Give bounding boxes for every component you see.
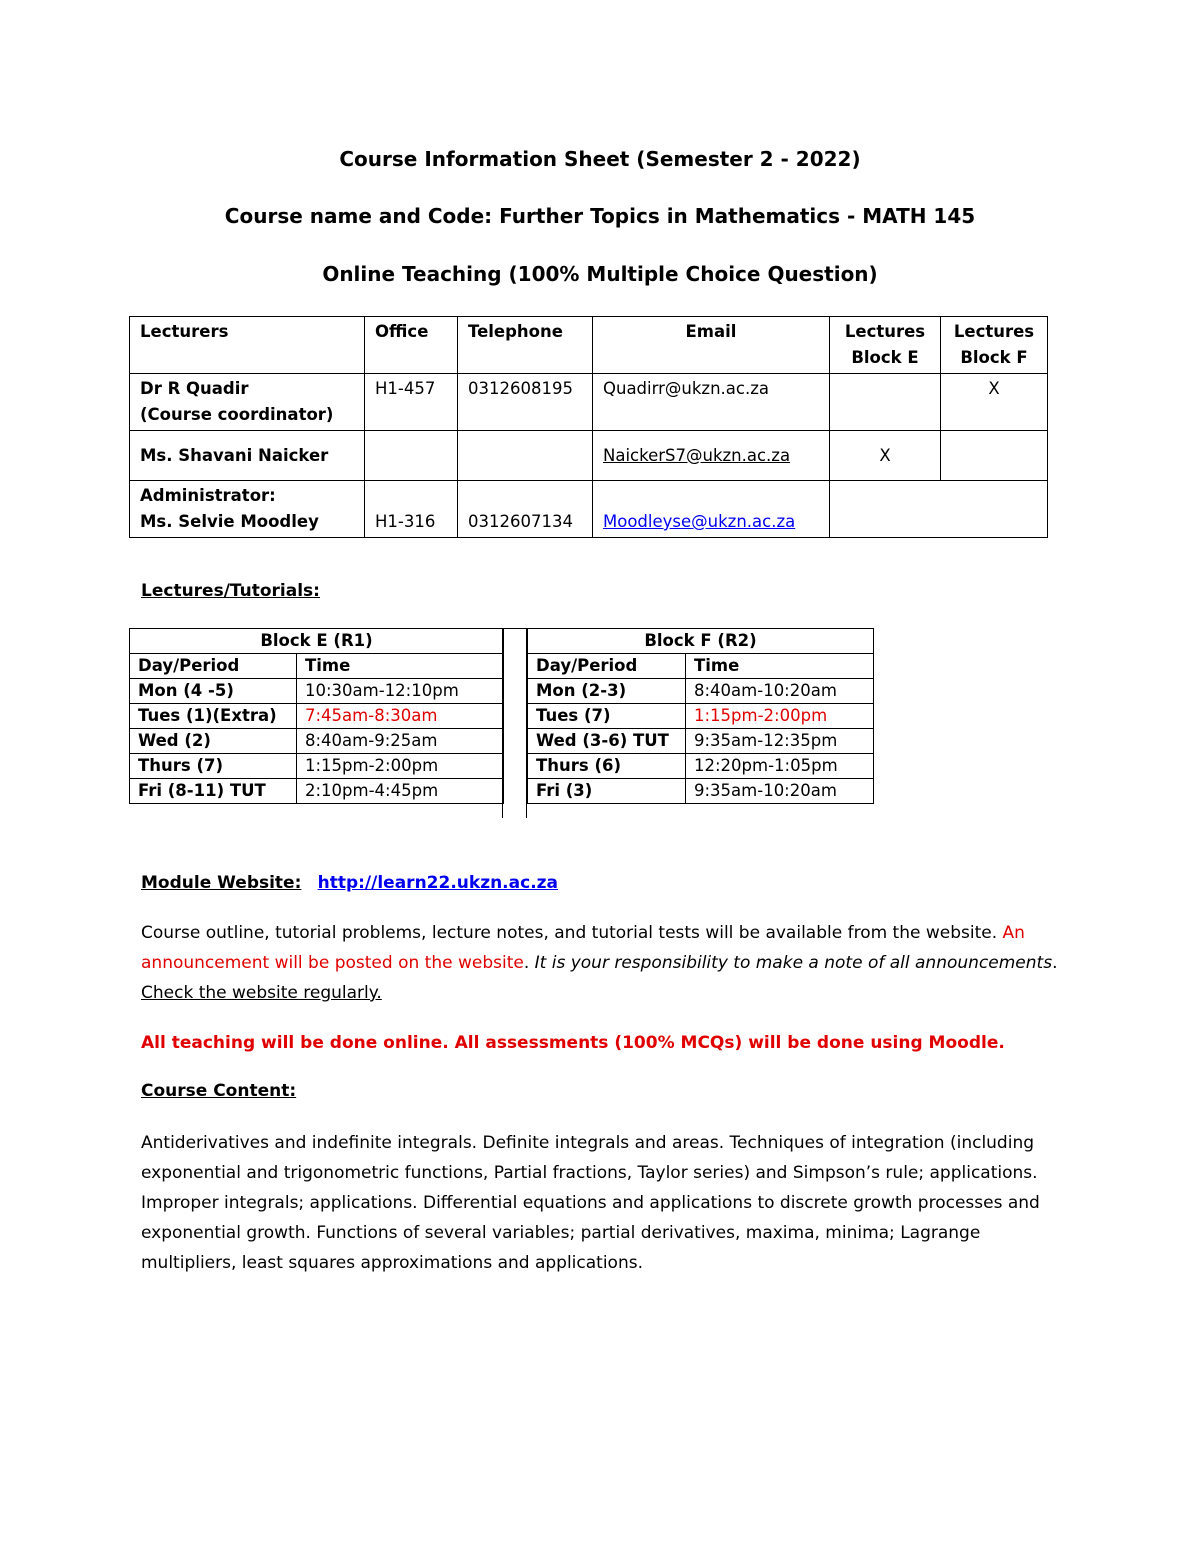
table-row xyxy=(528,754,874,779)
module-website-line xyxy=(141,868,1061,898)
header-block-e-line2: Block E xyxy=(851,348,919,367)
time-slot: 7:45am-8:30am xyxy=(297,704,504,729)
check-website-text: Check the website regularly. xyxy=(141,983,382,1003)
blocks-empty-cell xyxy=(830,481,1048,538)
lecturers-table-header xyxy=(130,317,1048,374)
telephone-cell xyxy=(458,431,593,481)
info-period-2: . xyxy=(1052,953,1058,973)
telephone-cell: 0312608195 xyxy=(458,374,593,431)
info-text: Course outline, tutorial problems, lecture notes, and tutorial tests will be available from the website. xyxy=(141,923,1003,943)
office-cell: H1-457 xyxy=(365,374,458,431)
header-telephone: Telephone xyxy=(458,317,593,374)
block-e-mark: X xyxy=(830,431,941,481)
block-f-col-time: Time xyxy=(686,654,874,679)
table-row xyxy=(130,779,504,804)
header-block-f-line1: Lectures xyxy=(953,322,1035,341)
announcement-text: An announcement will be posted on the website xyxy=(141,923,1025,973)
day-period: Wed (2) xyxy=(130,729,297,754)
block-e-title: Block E (R1) xyxy=(130,629,504,654)
timetable-divider xyxy=(502,628,527,818)
telephone-cell: 0312607134 xyxy=(458,481,593,538)
table-row xyxy=(130,374,1048,431)
lecturer-role: (Course coordinator) xyxy=(140,405,334,424)
header-block-f-line2: Block F xyxy=(960,348,1028,367)
lecturer-name-cell xyxy=(130,374,365,431)
table-row xyxy=(130,481,1048,538)
block-f-timetable xyxy=(527,628,874,804)
online-notice: All teaching will be done online. All assessments (100% MCQs) will be done using Moodle. xyxy=(141,1033,1005,1053)
block-f-mark: X xyxy=(941,374,1048,431)
time-slot: 1:15pm-2:00pm xyxy=(686,704,874,729)
lecturer-name: Ms. Shavani Naicker xyxy=(130,431,365,481)
block-e-mark xyxy=(830,374,941,431)
table-row xyxy=(528,704,874,729)
email-link[interactable]: Moodleyse@ukzn.ac.za xyxy=(603,512,796,531)
info-period: . xyxy=(523,953,535,973)
administrator-cell xyxy=(130,481,365,538)
table-row xyxy=(130,729,504,754)
responsibility-text: It is your responsibility to make a note of all announcements xyxy=(534,953,1053,973)
day-period: Tues (1)(Extra) xyxy=(130,704,297,729)
course-content-text: Antiderivatives and indefinite integrals. Definite integrals and areas. Techniques of integration (including exponential and trigonometric functions, Partial fractions, Taylor series) and Simpson’s rule; applications. Improper integrals; applications. Differential equations and applications to discrete growth processes and exponential growth. Functions of several variables; partial derivatives, maxima, minima; Lagrange multipliers, least squares approximations and applications. xyxy=(141,1133,1040,1273)
table-row xyxy=(130,704,504,729)
course-content-heading: Course Content: xyxy=(141,1081,297,1101)
block-e-timetable xyxy=(129,628,504,804)
module-website-label: Module Website: xyxy=(141,873,302,893)
block-f-mark xyxy=(941,431,1048,481)
block-f-col-day: Day/Period xyxy=(528,654,686,679)
lecturers-table xyxy=(129,316,1048,538)
time-slot: 12:20pm-1:05pm xyxy=(686,754,874,779)
table-row xyxy=(528,679,874,704)
day-period: Mon (4 -5) xyxy=(130,679,297,704)
time-slot: 8:40am-10:20am xyxy=(686,679,874,704)
office-cell: H1-316 xyxy=(365,481,458,538)
teaching-mode: Online Teaching (100% Multiple Choice Question) xyxy=(322,262,878,286)
time-slot: 8:40am-9:25am xyxy=(297,729,504,754)
day-period: Thurs (6) xyxy=(528,754,686,779)
time-slot: 2:10pm-4:45pm xyxy=(297,779,504,804)
header-office: Office xyxy=(365,317,458,374)
header-lectures-block-e xyxy=(830,317,941,374)
day-period: Tues (7) xyxy=(528,704,686,729)
administrator-name: Ms. Selvie Moodley xyxy=(140,512,319,531)
header-block-e-line1: Lectures xyxy=(844,322,926,341)
email-link[interactable]: NaickerS7@ukzn.ac.za xyxy=(603,445,791,465)
email-cell xyxy=(593,481,830,538)
table-row xyxy=(130,679,504,704)
block-e-col-time: Time xyxy=(297,654,504,679)
day-period: Wed (3-6) TUT xyxy=(528,729,686,754)
time-slot: 1:15pm-2:00pm xyxy=(297,754,504,779)
header-lectures-block-f xyxy=(941,317,1048,374)
day-period: Thurs (7) xyxy=(130,754,297,779)
lecturer-name: Dr R Quadir xyxy=(140,379,249,398)
header-email: Email xyxy=(593,317,830,374)
module-website-link[interactable]: http://learn22.ukzn.ac.za xyxy=(317,873,559,893)
day-period: Fri (8-11) TUT xyxy=(130,779,297,804)
email-cell xyxy=(593,431,830,481)
table-row xyxy=(130,754,504,779)
lectures-tutorials-heading: Lectures/Tutorials: xyxy=(141,581,320,601)
document-title: Course Information Sheet (Semester 2 - 2022) xyxy=(339,147,861,171)
table-row xyxy=(528,779,874,804)
block-f-title: Block F (R2) xyxy=(528,629,874,654)
day-period: Mon (2-3) xyxy=(528,679,686,704)
administrator-label: Administrator: xyxy=(140,486,276,505)
time-slot: 9:35am-12:35pm xyxy=(686,729,874,754)
table-row xyxy=(528,729,874,754)
email-cell[interactable]: Quadirr@ukzn.ac.za xyxy=(593,374,830,431)
header-lecturers: Lecturers xyxy=(130,317,365,374)
time-slot: 9:35am-10:20am xyxy=(686,779,874,804)
time-slot: 10:30am-12:10pm xyxy=(297,679,504,704)
course-name-code: Course name and Code: Further Topics in Mathematics - MATH 145 xyxy=(224,204,976,228)
block-e-col-day: Day/Period xyxy=(130,654,297,679)
table-row xyxy=(130,431,1048,481)
office-cell xyxy=(365,431,458,481)
info-paragraph xyxy=(141,918,1061,1008)
day-period: Fri (3) xyxy=(528,779,686,804)
